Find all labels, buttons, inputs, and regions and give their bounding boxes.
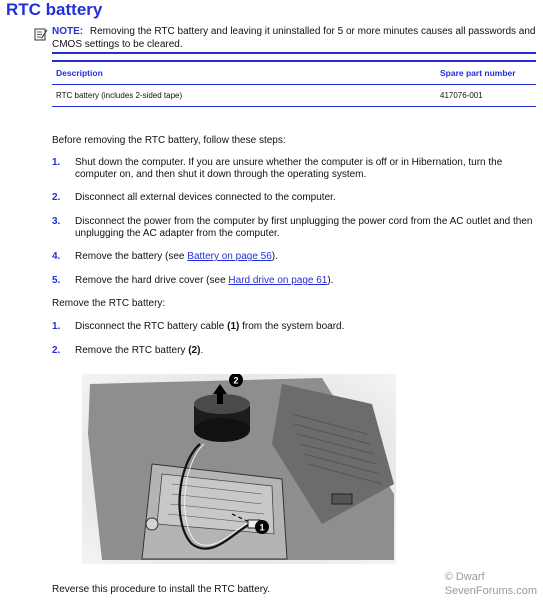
callout-ref: (1) (227, 321, 240, 332)
table-row (52, 85, 536, 107)
note-pencil-icon (34, 27, 48, 41)
column-header-spare-part-number: Spare part number (440, 68, 516, 78)
battery-page-link[interactable]: Battery on page 56 (187, 251, 272, 262)
callout-2-label: 2 (233, 375, 239, 386)
step-text-part: . (200, 345, 204, 356)
step-text: Disconnect the power from the computer by first unplugging the power cord from the AC outlet and then unplugging the AC adapter from the computer. (75, 216, 533, 239)
step-text (75, 345, 540, 357)
step-text-part: from the system board. (239, 321, 345, 332)
watermark (445, 570, 537, 598)
step-text (75, 275, 540, 287)
step-number: 2. (52, 192, 61, 203)
remove-intro: Remove the RTC battery: (52, 298, 166, 309)
note-divider (52, 52, 536, 54)
step-text: Disconnect all external devices connected to the computer. (75, 192, 336, 203)
step-text (75, 251, 540, 263)
spare-parts-table (52, 60, 536, 107)
step-number: 5. (52, 275, 61, 286)
rtc-battery-bottom (194, 418, 250, 442)
note-block (52, 25, 538, 51)
step-number: 1. (52, 157, 61, 168)
side-port (332, 494, 352, 504)
step-text-part: Remove the RTC battery (75, 345, 189, 356)
screw-icon (146, 518, 158, 530)
column-header-description: Description (56, 68, 103, 78)
hard-drive-page-link[interactable]: Hard drive on page 61 (228, 275, 328, 286)
step-number: 2. (52, 345, 61, 356)
closing-instruction: Reverse this procedure to install the RTC battery. (52, 584, 271, 595)
step-text-part: ). (327, 275, 334, 286)
step-text-part: Disconnect the RTC battery cable (75, 321, 228, 332)
note-text: Removing the RTC battery and leaving it uninstalled for 5 or more minutes causes all passwords and CMOS settings to be cleared. (52, 26, 536, 50)
step-number: 3. (52, 216, 61, 227)
step-number: 4. (52, 251, 61, 262)
section-title: RTC battery (6, 0, 103, 19)
rtc-battery-removal-illustration (82, 374, 396, 564)
watermark-line: SevenForums.com (444, 585, 537, 597)
step-text (75, 321, 540, 333)
table-cell-description: RTC battery (includes 2-sided tape) (56, 91, 183, 100)
note-label: NOTE: (52, 26, 84, 37)
step-text-part: Remove the hard drive cover (see (75, 275, 229, 286)
step-text-part: ). (271, 251, 278, 262)
watermark-line: © Dwarf (444, 571, 485, 583)
step-number: 1. (52, 321, 61, 332)
table-cell-part-number: 417076-001 (440, 91, 483, 100)
callout-1-label: 1 (259, 522, 265, 533)
table-header-row (52, 60, 536, 85)
callout-ref: (2) (188, 345, 201, 356)
step-text-part: Remove the battery (see (75, 251, 188, 262)
pre-steps-intro: Before removing the RTC battery, follow these steps: (52, 135, 286, 146)
step-text: Shut down the computer. If you are unsure whether the computer is off or in Hibernation, turn the computer on, and then shut it down through the operating system. (75, 157, 503, 180)
